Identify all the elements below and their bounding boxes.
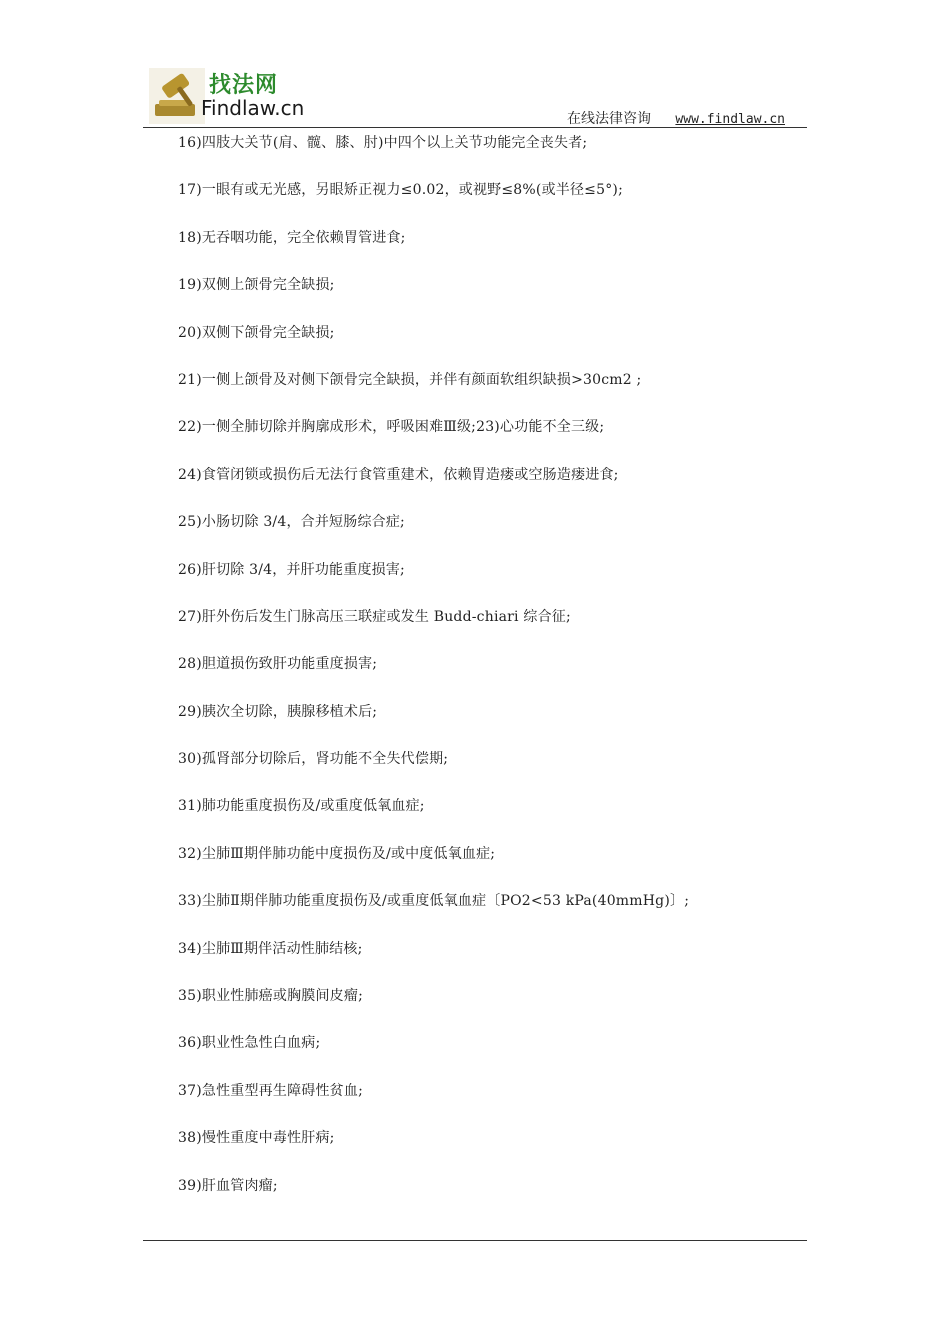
page-header <box>143 64 807 128</box>
list-item: 30)孤肾部分切除后，肾功能不全失代偿期; <box>178 751 449 768</box>
list-item: 29)胰次全切除，胰腺移植术后; <box>178 703 378 720</box>
list-item: 21)一侧上颌骨及对侧下颌骨完全缺损，并伴有颜面软组织缺损>30cm2 ; <box>178 371 642 388</box>
list-item: 20)双侧下颌骨完全缺损; <box>178 324 335 341</box>
list-item: 22)一侧全肺切除并胸廓成形术，呼吸困难Ⅲ级;23)心功能不全三级; <box>178 419 605 436</box>
list-item: 26)肝切除 3/4，并肝功能重度损害; <box>178 561 405 578</box>
header-divider <box>143 127 807 128</box>
list-item: 16)四肢大关节(肩、髋、膝、肘)中四个以上关节功能完全丧失者; <box>178 135 588 151</box>
list-item: 39)肝血管肉瘤; <box>178 1177 278 1194</box>
list-item: 36)职业性急性白血病; <box>178 1035 321 1052</box>
site-link[interactable]: www.findlaw.cn <box>675 112 785 127</box>
list-item: 25)小肠切除 3/4，合并短肠综合症; <box>178 514 405 531</box>
findlaw-logo[interactable] <box>149 68 305 124</box>
list-item: 27)肝外伤后发生门脉高压三联症或发生 Budd-chiari 综合征; <box>178 608 571 625</box>
header-tagline: 在线法律咨询 <box>566 111 651 127</box>
logo-chinese-text: 找法网 <box>209 73 279 98</box>
list-item: 37)急性重型再生障碍性贫血; <box>178 1082 363 1099</box>
footer-divider <box>143 1240 807 1241</box>
list-item: 32)尘肺Ⅲ期伴肺功能中度损伤及/或中度低氧血症; <box>178 845 496 862</box>
gavel-icon <box>149 68 205 124</box>
list-item: 18)无吞咽功能，完全依赖胃管进食; <box>178 229 406 246</box>
list-item: 35)职业性肺癌或胸膜间皮瘤; <box>178 988 363 1005</box>
list-item: 24)食管闭锁或损伤后无法行食管重建术，依赖胃造瘘或空肠造瘘进食; <box>178 466 619 483</box>
list-item: 19)双侧上颌骨完全缺损; <box>178 277 335 294</box>
list-item: 38)慢性重度中毒性肝病; <box>178 1130 335 1147</box>
list-item: 31)肺功能重度损伤及/或重度低氧血症; <box>178 798 425 815</box>
list-item: 17)一眼有或无光感，另眼矫正视力≤0.02，或视野≤8%(或半径≤5°); <box>178 182 623 199</box>
logo-english-text: Findlaw.cn <box>201 96 305 120</box>
list-item: 28)胆道损伤致肝功能重度损害; <box>178 656 378 673</box>
list-item: 34)尘肺Ⅲ期伴活动性肺结核; <box>178 940 363 957</box>
list-item: 33)尘肺Ⅱ期伴肺功能重度损伤及/或重度低氧血症〔PO2<53 kPa(40mmHg)〕; <box>178 893 690 910</box>
header-links <box>567 108 785 128</box>
disability-criteria-list <box>178 132 798 1222</box>
